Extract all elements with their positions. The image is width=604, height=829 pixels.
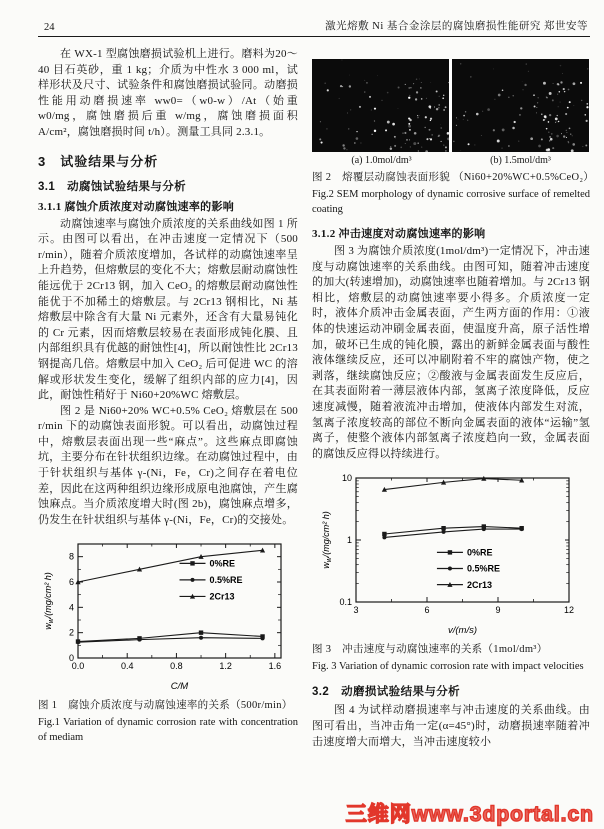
- paragraph: 图 4 为试样动磨损速率与冲击速度的关系曲线。由图可看出，当冲击角一定(α=45°)时，动磨损速率随着冲击速度增大而增大，当冲击速度较小: [312, 704, 590, 748]
- fig3-caption-cn: 图 3 冲击速度与动腐蚀速率的关系（1mol/dm³）: [312, 644, 548, 656]
- figure-2: [312, 59, 590, 152]
- fig1-caption-cn: 图 1 腐蚀介质浓度与动腐蚀速率的关系（500r/min）: [38, 700, 293, 712]
- paragraph: 图 3 为腐蚀介质浓度(1mol/dm³)一定情况下，冲击速度与动腐蚀速率的关系曲线。由图可知，随着冲击速度的加大(转速增加)，动腐蚀速率也随着增加。与 2Cr13 钢相比，熔敷层的动腐蚀速率要小得多。介质浓度一定时，液体介质冲击金属表面，产生两方面的作用：①液体的快速运动冲刷金属表面，使温度升高，原子活性增加，破坏已生成的钝化膜，露出的新鲜金属表面与酸性液体继续反应，还可以冲刷附着不牢的腐蚀产物，使之剥落，继续腐蚀反应；②酸液与金属表面发生反应后，在其表面附着一薄层液体内部，氢离子浓度降低，反应速度减慢，随着液流冲击增加，使液体内部发生对流，氢离子浓度较高的部位不断向金属表面的液体“运输”氢离子，使整个液体内部氢离子浓度趋向一致，金属表面的腐蚀反应得以持续进行。: [312, 245, 590, 460]
- svg-text:0.8: 0.8: [170, 661, 183, 672]
- fig1-chart: [42, 536, 294, 694]
- fig3-caption-en: Fig. 3 Variation of dynamic corrosion rate with impact velocities: [312, 661, 584, 673]
- svg-text:0%RE: 0%RE: [209, 559, 236, 570]
- svg-text:6: 6: [68, 577, 74, 588]
- svg-text:v/(m/s): v/(m/s): [447, 625, 478, 637]
- fig3-chart: [320, 470, 582, 638]
- svg-text:0.5%RE: 0.5%RE: [466, 564, 500, 575]
- svg-text:6: 6: [424, 605, 430, 616]
- paragraph: 在 WX-1 型腐蚀磨损试验机上进行。磨料为20～40 目石英砂，重 1 kg；介质为中性水 3 000 ml，试样形状及尺寸、试验条件和腐蚀磨损试验同。动磨损性能用动磨损速率 ww0=（w0-w）/At（始重 w0/mg，腐蚀磨损后重 w/mg，腐蚀磨损面积 A/cm²，腐蚀磨损时间 t/h）。测量工具同 2.3.1。: [38, 48, 298, 138]
- svg-text:3: 3: [353, 605, 359, 616]
- svg-text:2Cr13: 2Cr13: [209, 592, 235, 603]
- page-number: 24: [44, 22, 55, 33]
- section-heading-3-2: 3.2 动磨损试验结果与分析: [312, 686, 461, 699]
- svg-text:1: 1: [346, 535, 352, 546]
- svg-text:10: 10: [341, 473, 352, 484]
- paragraph: 动腐蚀速率与腐蚀介质浓度的关系曲线如图 1 所示。由图可以看出，在冲击速度一定情况下（500 r/min），随着介质浓度增加，各试样的动腐蚀速率呈上升趋势，但熔敷层的变化不大；熔敷层耐动腐蚀性能远优于 2Cr13 钢，加入 CeO₂ 的熔敷层耐动腐蚀性能优于不加稀土的熔敷层。与 2Cr13 钢相比，Ni 基熔敷层中除含有大量 Ni 元素外，还含有大量易钝化的 Cr 元素，因而熔敷层较易在表面形成钝化膜、且内部组织具有优越的耐蚀性[4]，所以耐蚀性比 2Cr13 钢提高几倍。熔敷层中加入 CeO₂ 后可促进 WC 的溶解或形状发生变化，缓解了组织内部的应力[4]，因此，耐蚀性稍好于 Ni60+20%WC 熔敷层。: [38, 217, 298, 402]
- svg-text:12: 12: [563, 605, 575, 616]
- sem-sublabels: [312, 155, 590, 166]
- svg-text:0.4: 0.4: [120, 661, 134, 672]
- sem-image-a: [312, 59, 449, 152]
- svg-text:0.0: 0.0: [71, 661, 85, 672]
- figure-3: [312, 470, 590, 674]
- svg-text:4: 4: [68, 602, 74, 613]
- fig2-caption-en: Fig.2 SEM morphology of dynamic corrosive surface of remelted coating: [312, 189, 590, 215]
- svg-text:0%RE: 0%RE: [466, 547, 493, 558]
- svg-text:9: 9: [495, 605, 501, 616]
- svg-text:0: 0: [68, 653, 74, 664]
- section-heading-3-1-1: 3.1.1 腐蚀介质浓度对动腐蚀速率的影响: [38, 200, 235, 213]
- left-column: [38, 47, 298, 750]
- site-watermark: 三维网www.3dportal.cn: [345, 803, 594, 826]
- svg-text:1.2: 1.2: [219, 661, 232, 672]
- sem-image-b: [452, 59, 589, 152]
- sem-label-a: (a) 1.0mol/dm³: [351, 155, 412, 166]
- fig2-caption-cn: 图 2 熔覆层动腐蚀表面形貌 （Ni60+20%WC+0.5%CeO₂）: [312, 172, 595, 183]
- svg-text:ww/(mg/cm² h): $w_w/(mg$/cm² h): [321, 511, 333, 570]
- svg-text:ww/(mg/cm² h): $w_w/(mg$/cm² h): [43, 572, 55, 631]
- section-heading-3-1: 3.1 动腐蚀试验结果与分析: [38, 180, 187, 193]
- svg-text:1.6: 1.6: [268, 661, 282, 672]
- figure-1: [38, 536, 298, 745]
- svg-text:C/M: C/M: [170, 681, 189, 693]
- section-heading-3: 3 试验结果与分析: [38, 153, 159, 169]
- svg-text:0.5%RE: 0.5%RE: [209, 575, 243, 586]
- sem-label-b: (b) 1.5mol/dm³: [490, 155, 551, 166]
- svg-text:8: 8: [68, 552, 74, 563]
- running-title: 激光熔敷 Ni 基合金涂层的腐蚀磨损性能研究 郑世安等: [325, 21, 588, 32]
- running-head: [38, 18, 590, 37]
- svg-text:2Cr13: 2Cr13: [466, 580, 492, 591]
- right-column: [312, 47, 595, 750]
- svg-text:2: 2: [68, 628, 74, 639]
- fig1-caption-en: Fig.1 Variation of dynamic corrosion rate with concentration of mediam: [38, 717, 298, 744]
- section-heading-3-1-2: 3.1.2 冲击速度对动腐蚀速率的影响: [312, 228, 486, 240]
- paragraph: 图 2 是 Ni60+20% WC+0.5% CeO₂ 熔敷层在 500 r/min 下的动腐蚀表面形貌。可以看出，动腐蚀过程中，熔敷层表面出现一些“麻点”。这些麻点即腐蚀坑，主要分布在针状组织边缘。在动腐蚀过程中，由于针状组织与基体 γ-(Ni，Fe，Cr)之间存在着电位差，因此在这两种组织边缘形成原电池腐蚀，产生腐蚀麻点。当介质浓度增大时(图 2b)，腐蚀麻点增多，仍发生在针状组织与基体 γ-(Ni，Fe，Cr)的交接处。: [38, 404, 298, 526]
- svg-text:0.1: 0.1: [339, 597, 352, 608]
